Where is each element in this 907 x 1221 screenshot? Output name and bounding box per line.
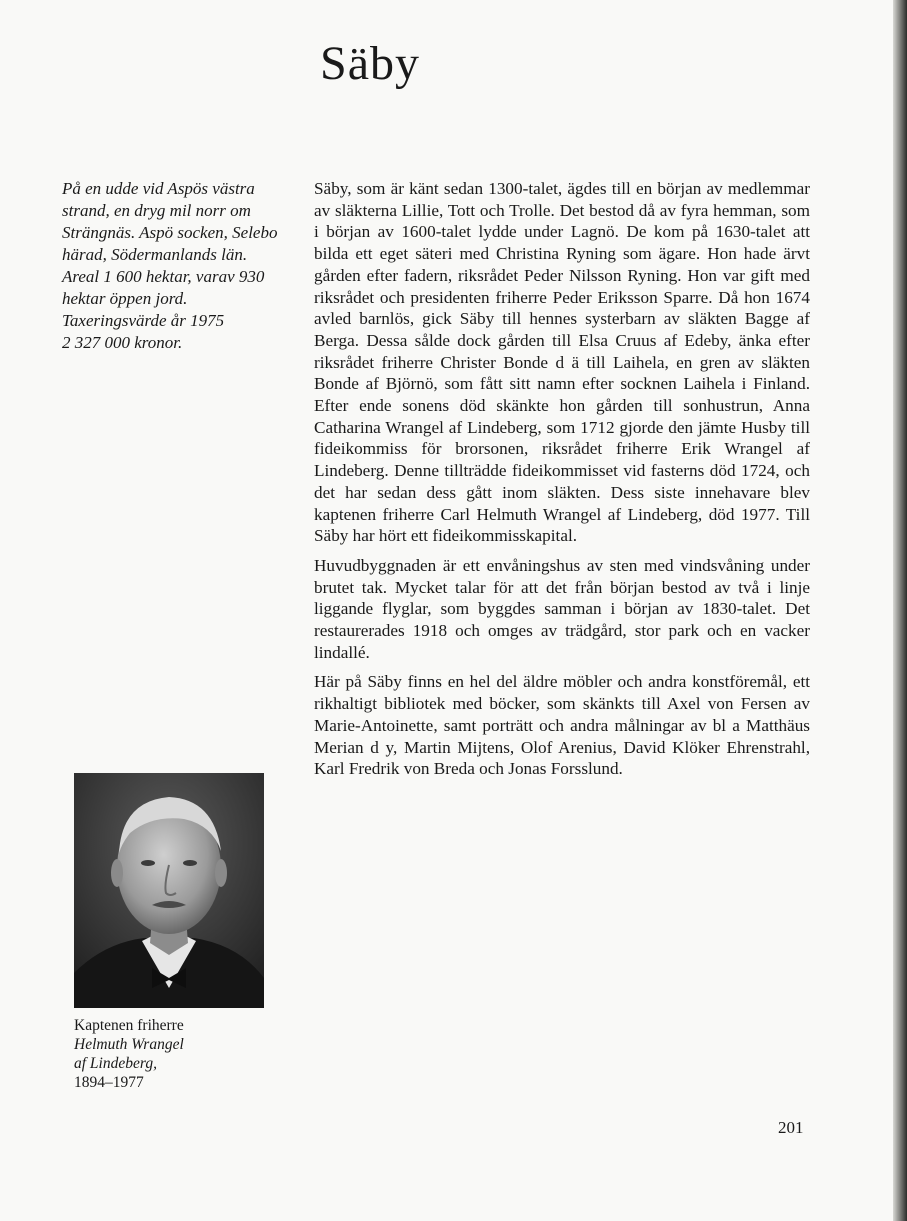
paragraph: Säby, som är känt sedan 1300-talet, ägdes till en början av medlemmar av släkterna Lillie, Tott och Trolle. Det bestod då av fyra hemman, som i början av 1600-talet lydde under Lagnö. De kom på 1630-talet att bilda ett eget säteri med Christina Ryning som ägare. Hon hade ärvt gården efter fadern, riksrådet Peder Nilsson Ryning. Hon var gift med riksrådet och presidenten friherre Peder Eriksson Sparre. Då hon 1674 avled barnlös, gick Säby till hennes systerbarn av släkten Bagge af Berga. Dessa sålde dock gården till Elsa Cruus af Edeby, änka efter riksrådet friherre Christer Bonde d ä till Laihela, en gren av släkten Bonde af Björnö, som fått sitt namn efter socknen Laihela i Finland. Efter ende sonens död skänkte hon gården till sonhustrun, Anna Catharina Wrangel af Lindeberg, som 1712 gjorde den jämte Husby till fideikommiss för brorsonen, riksrådet friherre Erik Wrangel af Lindeberg. Denne tillträdde fideikommisset vid fasterns död 1724, och det har sedan dess gått inom släkten. Dess siste innehavare blev kaptenen friherre Carl Helmuth Wrangel af Lindeberg, död 1977. Till Säby har hört ett fideikommisskapital. — [314, 179, 810, 546]
page-number: 201 — [778, 1118, 804, 1137]
photo-caption — [74, 1016, 274, 1092]
side-info-line: Strängnäs. Aspö socken, Selebo — [62, 223, 278, 242]
side-info-line: hektar öppen jord. — [62, 289, 188, 308]
caption-line: Kaptenen friherre — [74, 1017, 184, 1034]
main-text — [314, 178, 810, 788]
portrait-photo — [74, 773, 264, 1008]
caption-line: af Lindeberg, — [74, 1055, 157, 1072]
side-info-line: Taxeringsvärde år 1975 — [62, 311, 225, 330]
side-info-line: strand, en dryg mil norr om — [62, 201, 251, 220]
page-title: Säby — [320, 37, 420, 90]
book-spine-shadow — [893, 0, 907, 1221]
side-info-line: härad, Södermanlands län. — [62, 245, 248, 264]
paragraph: Huvudbyggnaden är ett envåningshus av sten med vindsvåning under brutet tak. Mycket talar för att det från början bestod av två i linje liggande flyglar, som byggdes samman i början av 1830-talet. Det restaurerades 1918 och omges av trädgård, stor park och en vacker lindallé. — [314, 555, 810, 662]
paragraph: Här på Säby finns en hel del äldre möbler och andra konstföremål, ett rikhaltigt bibliotek med böcker, som skänkts till Axel von Fersen av Marie-Antoinette, samt porträtt och andra målningar av bl a Matthäus Merian d y, Martin Mijtens, Olof Arenius, David Klöker Ehrenstrahl, Karl Fredrik von Breda och Jonas Forsslund. — [314, 672, 810, 779]
side-info-line: 2 327 000 kronor. — [62, 333, 183, 352]
side-info-line: Areal 1 600 hektar, varav 930 — [62, 267, 265, 286]
side-info-block — [62, 178, 287, 354]
caption-line: 1894–1977 — [74, 1074, 144, 1091]
side-info-line: På en udde vid Aspös västra — [62, 179, 255, 198]
caption-line: Helmuth Wrangel — [74, 1036, 184, 1053]
